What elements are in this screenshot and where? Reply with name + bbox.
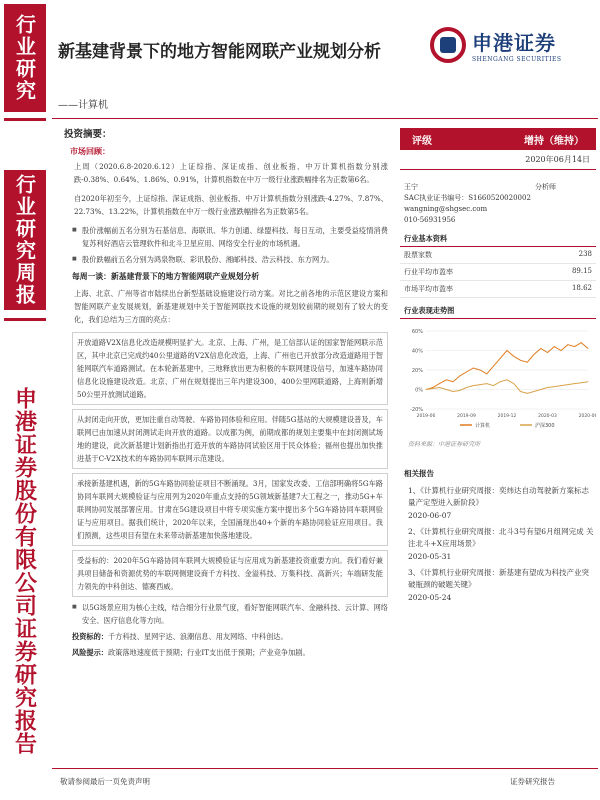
chart-point <box>588 381 589 382</box>
chart-point <box>581 342 582 343</box>
chart-point <box>588 348 589 349</box>
company-logo <box>430 22 590 68</box>
chart-point <box>527 393 528 394</box>
chart-y-tick-label: 20% <box>411 368 423 374</box>
chart-x-tick-label: 2020-03 <box>538 414 557 419</box>
bullet-losers: ■ 股价跌幅前五名分别为鸿泉物联、彩讯股份、湘邮科技、浩云科技、东方网力。 <box>74 253 388 266</box>
footer-disclaimer[interactable]: 敬请参阅最后一页免责声明 <box>60 777 150 786</box>
chart-x-tick-label: 2019-09 <box>457 414 476 419</box>
basic-info-head: 行业基本资料 <box>400 234 596 247</box>
chart-point <box>473 385 474 386</box>
chart-point <box>540 389 541 390</box>
chart-point <box>581 382 582 383</box>
chart-point <box>439 383 440 384</box>
chart-point <box>500 381 501 382</box>
weekly-topic-head: 每周一谈：新基建背景下的地方智能网联产业规划分析 <box>72 272 260 281</box>
related-report-2-date: 2020-05-31 <box>408 552 452 561</box>
chart-series-line <box>426 380 588 394</box>
bullet-5g-theme: ■ 以5G场景应用为核心主线，结合细分行业景气度，看好智能网联汽车、金融科技、云计算、网络安全、医疗信息化等方向。 <box>74 601 388 627</box>
left-band <box>0 0 50 800</box>
logo-text-cn: 申港证券 <box>472 31 556 55</box>
summary-title: 投资摘要： <box>64 129 112 140</box>
performance-chart <box>400 323 596 435</box>
chart-point <box>432 387 433 388</box>
sidebar-divider <box>4 118 46 121</box>
related-report-2[interactable]: 2、《计算机行业研究周报：北斗3号有望6月组网完成 关注北斗+X应用场景》 <box>408 527 594 548</box>
report-subtitle: ——计算机 <box>58 100 108 111</box>
risk-warning <box>72 646 388 659</box>
kv-industry-pe <box>400 264 596 281</box>
chart-y-tick-label: 60% <box>411 329 423 335</box>
sidebar-report-type: 行业研究周报 <box>4 170 46 310</box>
risk-text: 政策落地速度低于预期；行业IT支出低于预期；产业竞争加剧。 <box>107 648 310 657</box>
chart-point <box>486 374 487 375</box>
chart-x-tick-label: 2019-12 <box>497 414 517 419</box>
chart-x-tick-label: 2020-06 <box>578 414 596 419</box>
kv-value: 89.15 <box>571 267 592 275</box>
chart-point <box>547 387 548 388</box>
chart-series-line <box>426 343 588 390</box>
sidebar-category: 行业研究 <box>4 4 46 112</box>
analyst-sac: SAC执业证书编号：S1660520020002 <box>404 194 531 202</box>
chart-point <box>459 390 460 391</box>
chart-x-tick-label: 2019-06 <box>416 414 436 419</box>
chart-y-tick-label: 40% <box>411 348 423 355</box>
chart-point <box>473 368 474 369</box>
chart-point <box>534 391 535 392</box>
chart-point <box>567 384 568 385</box>
chart-point <box>453 381 454 382</box>
chart-point <box>547 352 548 353</box>
rating-bar <box>400 128 596 150</box>
chart-y-tick-label: 0% <box>415 387 423 394</box>
market-paragraph-ytd: 自2020年初至今，上证综指、深证成指、创业板指、中万计算机指数分别涨跌-4.27%、7.87%、22.73%、13.22%，计算机指数在中万一级行业涨跌幅排名为正数第5名。 <box>74 194 388 216</box>
chart-point <box>493 385 494 386</box>
rating-value: 增持（维持） <box>524 135 584 147</box>
chart-point <box>446 379 447 380</box>
highlight-box-1: 开放道路V2X信息化改造规模明显扩大。北京、上海、广州，是工信部认证的国家智能网联示范区，其中北京已完成约40公里道路的V2X信息化改造，上海、广州也已开放部分改造道路用于智能网联汽车道路测试。在本轮新基建中，三地释放出更为积极的车联网建设信号，加速车路协同信息化设施建设改造。北京、广州在规划提出三年内建设300、400公里网联道路，上海则新增50公里开放测试道路。 <box>72 332 388 405</box>
chart-point <box>520 360 521 361</box>
chart-point <box>507 350 508 351</box>
targets-text: 千方科技、星网宇达、浪潮信息、用友网络、中科创达。 <box>107 632 288 641</box>
sidebar-divider <box>4 318 46 321</box>
kv-stock-count <box>400 247 596 264</box>
chart-point <box>507 379 508 380</box>
highlight-box-4: 受益标的：2020年5G车路协同车联网大规模验证与应用成为新基建投资重要方向。我们看好兼具项目储备和资源优势的车联网侧建设商千方科技、金溢科技、万集科技、高新兴；车端研发能力领先的中科创达、德赛西威。 <box>72 550 388 597</box>
right-column <box>400 128 596 608</box>
chart-point <box>574 383 575 384</box>
footer-rule <box>52 768 598 769</box>
chart-legend-label: 沪深300 <box>535 423 555 429</box>
kv-label: 股票家数 <box>404 251 432 259</box>
chart-point <box>561 385 562 386</box>
chart-point <box>561 350 562 351</box>
chart-point <box>554 386 555 387</box>
chart-point <box>480 384 481 385</box>
report-title: 新基建背景下的地方智能网联产业规划分析 <box>58 42 381 62</box>
chart-point <box>493 366 494 367</box>
investment-targets <box>72 630 388 643</box>
chart-point <box>520 391 521 392</box>
chart-point <box>513 356 514 357</box>
bullet-gainers: ■ 股价涨幅前五名分别为石基信息、海联讯、华力创通、绿盟科技、每日互动，主要受益疫情消费复苏利好酒店云管理软件和北斗卫星应用、网络安全行业的市场机遇。 <box>74 224 388 250</box>
chart-point <box>446 389 447 390</box>
chart-source: 资料来源：中港证券研究所 <box>408 441 481 448</box>
chart-point <box>480 370 481 371</box>
analyst-phone: 010-56931956 <box>404 216 456 224</box>
chart-point <box>513 383 514 384</box>
sidebar-company: 申港证券股份有限公司证券研究报告 <box>11 387 38 755</box>
chart-point <box>426 389 427 390</box>
chart-point <box>574 346 575 347</box>
chart-point <box>432 388 433 389</box>
chart-point <box>466 372 467 373</box>
chart-point <box>500 358 501 359</box>
chart-point <box>554 346 555 347</box>
chart-point <box>459 375 460 376</box>
kv-label: 行业平均市盈率 <box>404 268 453 276</box>
related-report-3[interactable]: 3、《计算机行业研究周报：新基建有望成为科技产业突破瓶颈的破题关键》 <box>408 568 590 589</box>
rating-label: 评级 <box>412 135 432 147</box>
chart-point <box>439 387 440 388</box>
analyst-email[interactable]: wangning@shgsec.com <box>404 205 488 213</box>
kv-label: 市场平均市盈率 <box>404 285 453 293</box>
analyst-info <box>400 182 596 226</box>
report-date: 2020年06月14日 <box>525 155 590 164</box>
chart-head: 行业表现走势图 <box>400 306 596 319</box>
chart-point <box>486 383 487 384</box>
related-reports-head: 相关报告 <box>404 469 434 478</box>
weekly-intro: 上海、北京、广州等省市陆续出台新型基础设施建设行动方案。对比之前各地的示范区建设方案和智能网联产业发展规划，新基建规划中关于智能网联技术设施的规划较前期的规划有了较大的变化，我们总结为三方面的亮点： <box>74 289 388 324</box>
related-report-3-date: 2020-05-24 <box>408 593 452 602</box>
footer-report-type: 证券研究报告 <box>510 777 555 786</box>
chart-point <box>527 362 528 363</box>
chart-y-tick-label: -20% <box>410 407 423 413</box>
chart-point <box>534 354 535 355</box>
kv-value: 238 <box>578 250 592 258</box>
highlight-box-2: 从封闭走向开放，更加注重自动驾驶、车路协同体验和应用。伴随5G基站的大规模建设普及，车联网已由加速从封闭测试走向开放的道路。以成都为例，前期成都的规划主要集中在封闭测试场地的建设，此次新基建计划新指出打造开放的车路协同试验区用于民众体验；福州也提出加快推进基于C-V2X技术的车路协同车联网示范建设。 <box>72 409 388 469</box>
performance-chart-svg <box>400 323 596 433</box>
analyst-name: 王宁 <box>404 183 418 191</box>
risk-label: 风险提示： <box>72 648 108 657</box>
highlight-box-3: 承接新基建机遇，新的5G车路协同验证项目不断涌现。3月，国家发改委、工信部明确将5G车路协同车联网大规模验证与应用列为2020年重点支持的5G领域新基建7大工程之一，推动5G+车联网协同发展部署应用。甘肃在5G建设项目中将专项实施方案中提出多个5G车路协同车联网验证与应用项目。据我们统计，2020年以来，全国涌现出40+个新的车路协同验证应用项目。我们预测，这些项目有望在未来带动新基建加快落地建设。 <box>72 473 388 546</box>
chart-legend-label: 计算机 <box>475 423 491 429</box>
chart-point <box>567 344 568 345</box>
header-rule <box>52 118 598 119</box>
chart-point <box>453 391 454 392</box>
chart-point <box>466 387 467 388</box>
kv-market-pe <box>400 281 596 298</box>
chart-point <box>540 348 541 349</box>
related-report-1-date: 2020-06-07 <box>408 511 452 520</box>
logo-seal-icon <box>430 27 466 63</box>
targets-label: 投资标的： <box>72 632 108 641</box>
kv-value: 18.62 <box>571 284 592 292</box>
date-rule <box>400 169 596 170</box>
market-paragraph: 上周（2020.6.8-2020.6.12）上证综指、深证成指、创业板指、中万计算机指数分别涨跌-0.38%、0.64%、1.86%、0.91%，计算机指数在中万一级行业涨跌幅排名为正数第6名。 <box>74 162 388 184</box>
logo-text-en: SHENGANG SECURITIES <box>472 56 562 63</box>
market-review-head: 市场回顾： <box>70 146 110 156</box>
related-report-1[interactable]: 1、《计算机行业研究周报：奕炜达自动驾驶新方案标志量产定型进入新阶段》 <box>408 486 590 507</box>
main-column <box>58 128 388 659</box>
analyst-role: 分析师 <box>535 183 556 191</box>
